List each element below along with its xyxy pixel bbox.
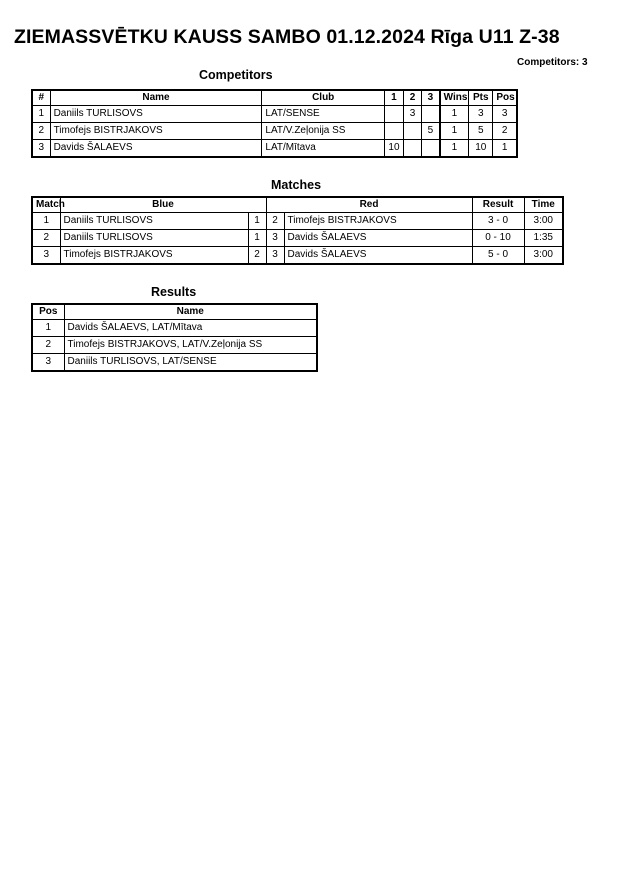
col-round-2: 2 <box>404 90 422 106</box>
cell-round-2 <box>404 123 422 140</box>
competitors-header-row <box>32 90 517 106</box>
cell-club: LAT/V.Zeļonija SS <box>262 123 385 140</box>
col-pos: Pos <box>32 304 64 320</box>
cell-round-3 <box>422 106 440 123</box>
cell-pos: 1 <box>493 140 517 158</box>
table-row <box>32 230 563 247</box>
cell-pts: 3 <box>469 106 493 123</box>
cell-num: 3 <box>32 140 50 158</box>
cell-name: Timofejs BISTRJAKOVS, LAT/V.Zeļonija SS <box>64 337 317 354</box>
cell-pos: 2 <box>493 123 517 140</box>
cell-round-3 <box>422 140 440 158</box>
cell-wins: 1 <box>440 123 469 140</box>
col-result: Result <box>472 197 524 213</box>
col-club: Club <box>262 90 385 106</box>
cell-round-2: 3 <box>404 106 422 123</box>
col-round-3: 3 <box>422 90 440 106</box>
col-num: # <box>32 90 50 106</box>
cell-blue-num: 1 <box>248 213 266 230</box>
cell-pos: 3 <box>32 354 64 372</box>
col-wins: Wins <box>440 90 469 106</box>
page-title: ZIEMASSVĒTKU KAUSS SAMBO 01.12.2024 Rīga U11 Z-38 <box>14 26 560 48</box>
cell-match: 2 <box>32 230 60 247</box>
cell-result: 3 - 0 <box>472 213 524 230</box>
cell-name: Davids ŠALAEVS <box>50 140 262 158</box>
cell-blue: Daniils TURLISOVS <box>60 230 248 247</box>
table-row <box>32 247 563 265</box>
cell-wins: 1 <box>440 106 469 123</box>
col-match: Match <box>32 197 60 213</box>
table-row <box>32 106 517 123</box>
matches-section-title: Matches <box>271 178 322 192</box>
cell-wins: 1 <box>440 140 469 158</box>
col-time: Time <box>524 197 563 213</box>
cell-red-num: 2 <box>266 213 284 230</box>
cell-name: Daniils TURLISOVS <box>50 106 262 123</box>
competitors-section-title: Competitors <box>199 68 273 82</box>
cell-blue: Daniils TURLISOVS <box>60 213 248 230</box>
results-section-title: Results <box>151 285 197 299</box>
cell-name: Timofejs BISTRJAKOVS <box>50 123 262 140</box>
cell-pts: 5 <box>469 123 493 140</box>
table-row <box>32 337 317 354</box>
cell-match: 3 <box>32 247 60 265</box>
cell-pos: 3 <box>493 106 517 123</box>
table-row <box>32 140 517 158</box>
cell-time: 3:00 <box>524 213 563 230</box>
cell-blue: Timofejs BISTRJAKOVS <box>60 247 248 265</box>
cell-name: Davids ŠALAEVS, LAT/Mītava <box>64 320 317 337</box>
cell-round-1 <box>384 123 403 140</box>
cell-pos: 1 <box>32 320 64 337</box>
cell-pts: 10 <box>469 140 493 158</box>
cell-match: 1 <box>32 213 60 230</box>
cell-red: Davids ŠALAEVS <box>284 230 472 247</box>
cell-time: 1:35 <box>524 230 563 247</box>
table-row <box>32 213 563 230</box>
cell-red: Timofejs BISTRJAKOVS <box>284 213 472 230</box>
matches-header-row <box>32 197 563 213</box>
cell-red-num: 3 <box>266 247 284 265</box>
cell-round-1: 10 <box>384 140 403 158</box>
cell-num: 1 <box>32 106 50 123</box>
col-round-1: 1 <box>384 90 403 106</box>
col-pts: Pts <box>469 90 493 106</box>
cell-name: Daniils TURLISOVS, LAT/SENSE <box>64 354 317 372</box>
col-name: Name <box>64 304 317 320</box>
cell-red: Davids ŠALAEVS <box>284 247 472 265</box>
cell-club: LAT/SENSE <box>262 106 385 123</box>
col-red: Red <box>266 197 472 213</box>
cell-pos: 2 <box>32 337 64 354</box>
cell-result: 0 - 10 <box>472 230 524 247</box>
matches-table <box>31 196 564 265</box>
cell-time: 3:00 <box>524 247 563 265</box>
cell-blue-num: 2 <box>248 247 266 265</box>
cell-result: 5 - 0 <box>472 247 524 265</box>
cell-round-3: 5 <box>422 123 440 140</box>
cell-red-num: 3 <box>266 230 284 247</box>
cell-club: LAT/Mītava <box>262 140 385 158</box>
cell-round-1 <box>384 106 403 123</box>
table-row <box>32 123 517 140</box>
cell-round-2 <box>404 140 422 158</box>
results-table <box>31 303 318 372</box>
col-pos: Pos <box>493 90 517 106</box>
competitors-count: Competitors: 3 <box>517 57 588 68</box>
cell-blue-num: 1 <box>248 230 266 247</box>
col-blue: Blue <box>60 197 266 213</box>
competitors-table <box>31 89 518 158</box>
col-name: Name <box>50 90 262 106</box>
table-row <box>32 320 317 337</box>
results-header-row <box>32 304 317 320</box>
cell-num: 2 <box>32 123 50 140</box>
table-row <box>32 354 317 372</box>
